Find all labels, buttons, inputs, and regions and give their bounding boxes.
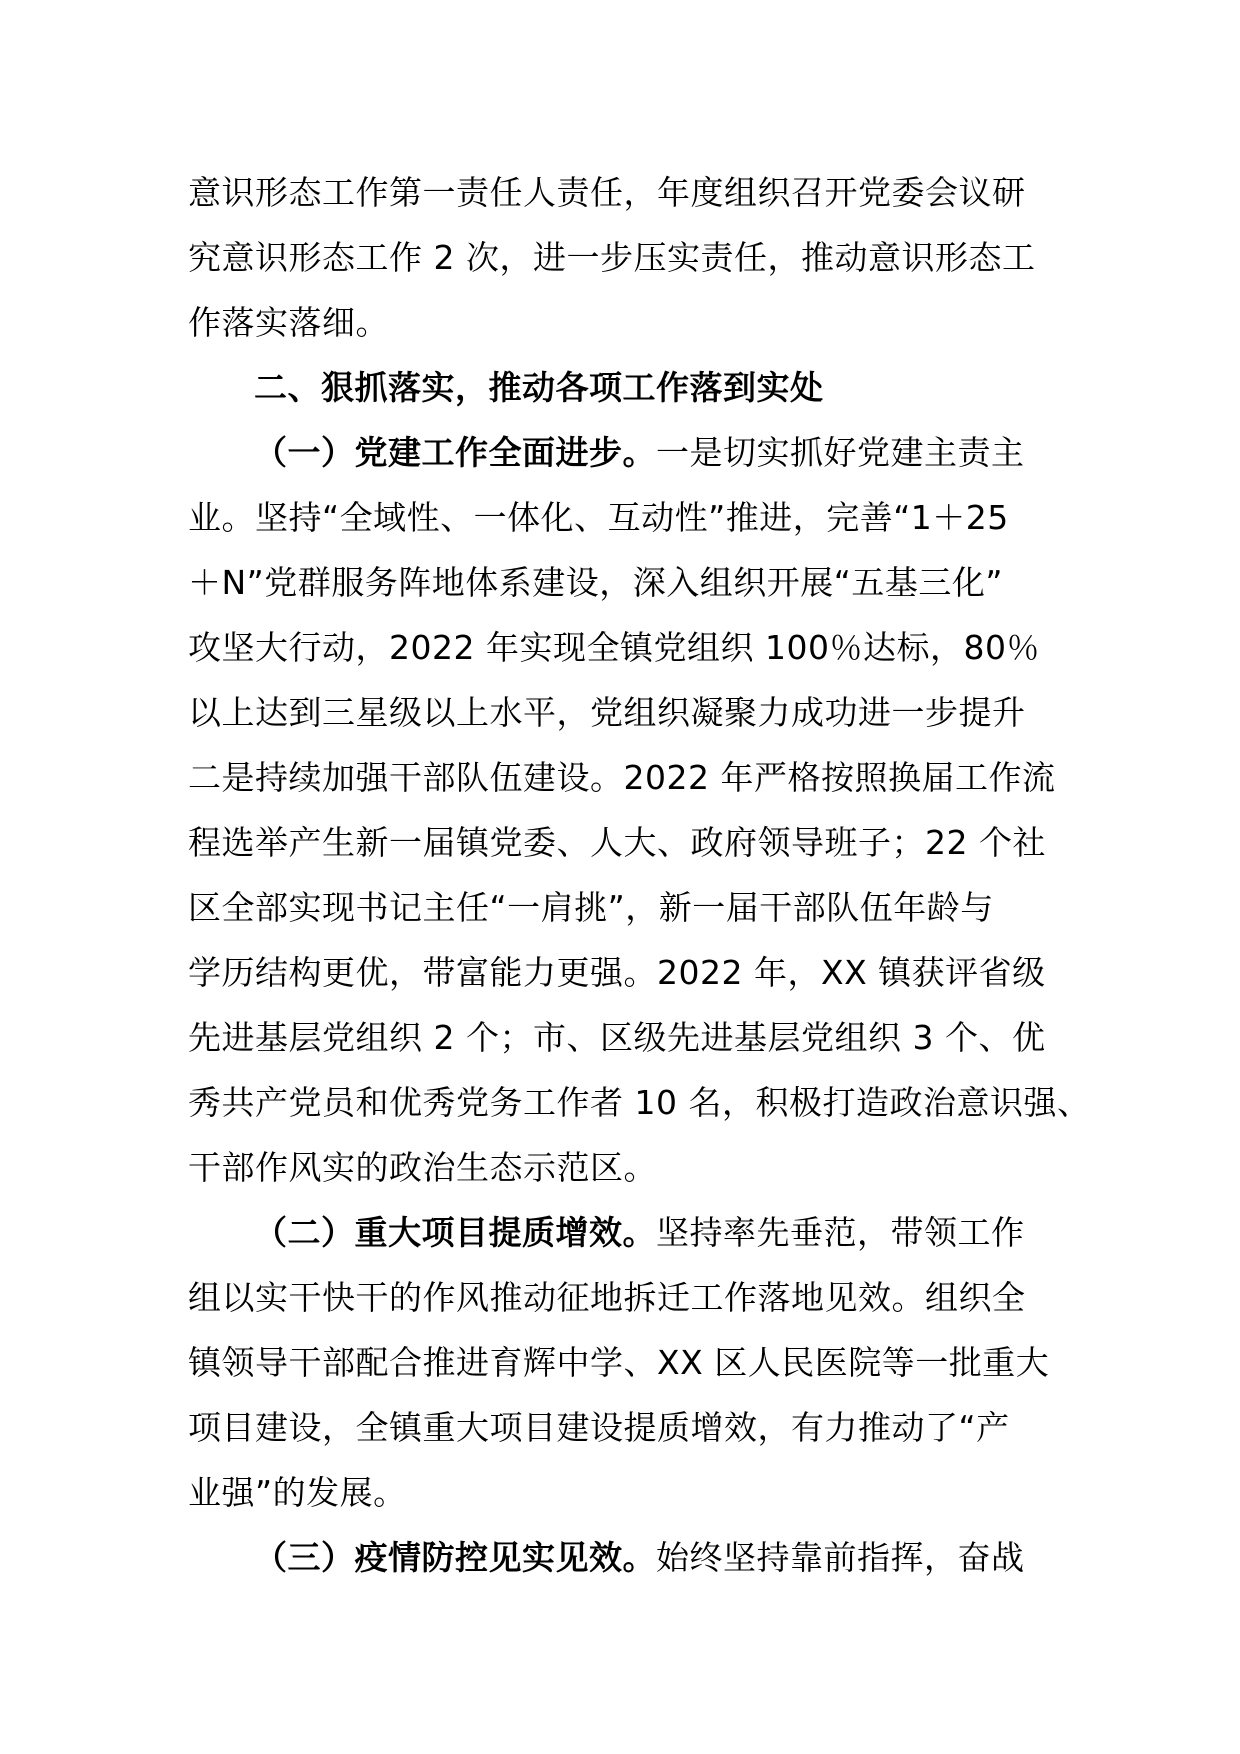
subsection-heading: （二）重大项目提质增效。 (254, 1213, 656, 1252)
subsection-line: （二）重大项目提质增效。坚持率先垂范，带领工作 (254, 1213, 1025, 1252)
text-line: 业强”的发展。 (188, 1473, 407, 1512)
text-line: 究意识形态工作 2 次，进一步压实责任，推动意识形态工 (188, 238, 1036, 277)
text-line: 秀共产党员和优秀党务工作者 10 名，积极打造政治意识强、 (188, 1083, 1091, 1122)
text-line: 业。坚持“全域性、一体化、互动性”推进，完善“1＋25 (188, 498, 1009, 537)
document-body (188, 160, 1091, 1590)
text-line: 镇领导干部配合推进育辉中学、XX 区人民医院等一批重大 (188, 1343, 1050, 1382)
text-line: 作落实落细。 (188, 303, 389, 342)
text-line: 意识形态工作第一责任人责任，年度组织召开党委会议研 (188, 173, 1026, 212)
subsection-heading: （一）党建工作全面进步。 (254, 433, 656, 472)
text-line: 以上达到三星级以上水平，党组织凝聚力成功进一步提升 (188, 693, 1026, 732)
text-line: ＋N”党群服务阵地体系建设，深入组织开展“五基三化” (188, 563, 1003, 602)
text-line: 学历结构更优，带富能力更强。2022 年，XX 镇获评省级 (188, 953, 1046, 992)
text-line: 项目建设，全镇重大项目建设提质增效，有力推动了“产 (188, 1408, 1010, 1447)
section-heading: 二、狠抓落实，推动各项工作落到实处 (254, 368, 824, 407)
text-line: 区全部实现书记主任“一肩挑”，新一届干部队伍年龄与 (188, 888, 994, 927)
text-line: 攻坚大行动，2022 年实现全镇党组织 100％达标，80％ (188, 628, 1040, 667)
text-line: 组以实干快干的作风推动征地拆迁工作落地见效。组织全 (188, 1278, 1026, 1317)
subsection-line: （一）党建工作全面进步。一是切实抓好党建主责主 (254, 433, 1025, 472)
subsection-line: （三）疫情防控见实见效。始终坚持靠前指挥，奋战 (254, 1538, 1025, 1577)
text-line: 干部作风实的政治生态示范区。 (188, 1148, 657, 1187)
text-line: 先进基层党组织 2 个；市、区级先进基层党组织 3 个、优 (188, 1018, 1046, 1057)
text-line: 程选举产生新一届镇党委、人大、政府领导班子；22 个社 (188, 823, 1046, 862)
text-line: 二是持续加强干部队伍建设。2022 年严格按照换届工作流 (188, 758, 1056, 797)
subsection-heading: （三）疫情防控见实见效。 (254, 1538, 656, 1577)
